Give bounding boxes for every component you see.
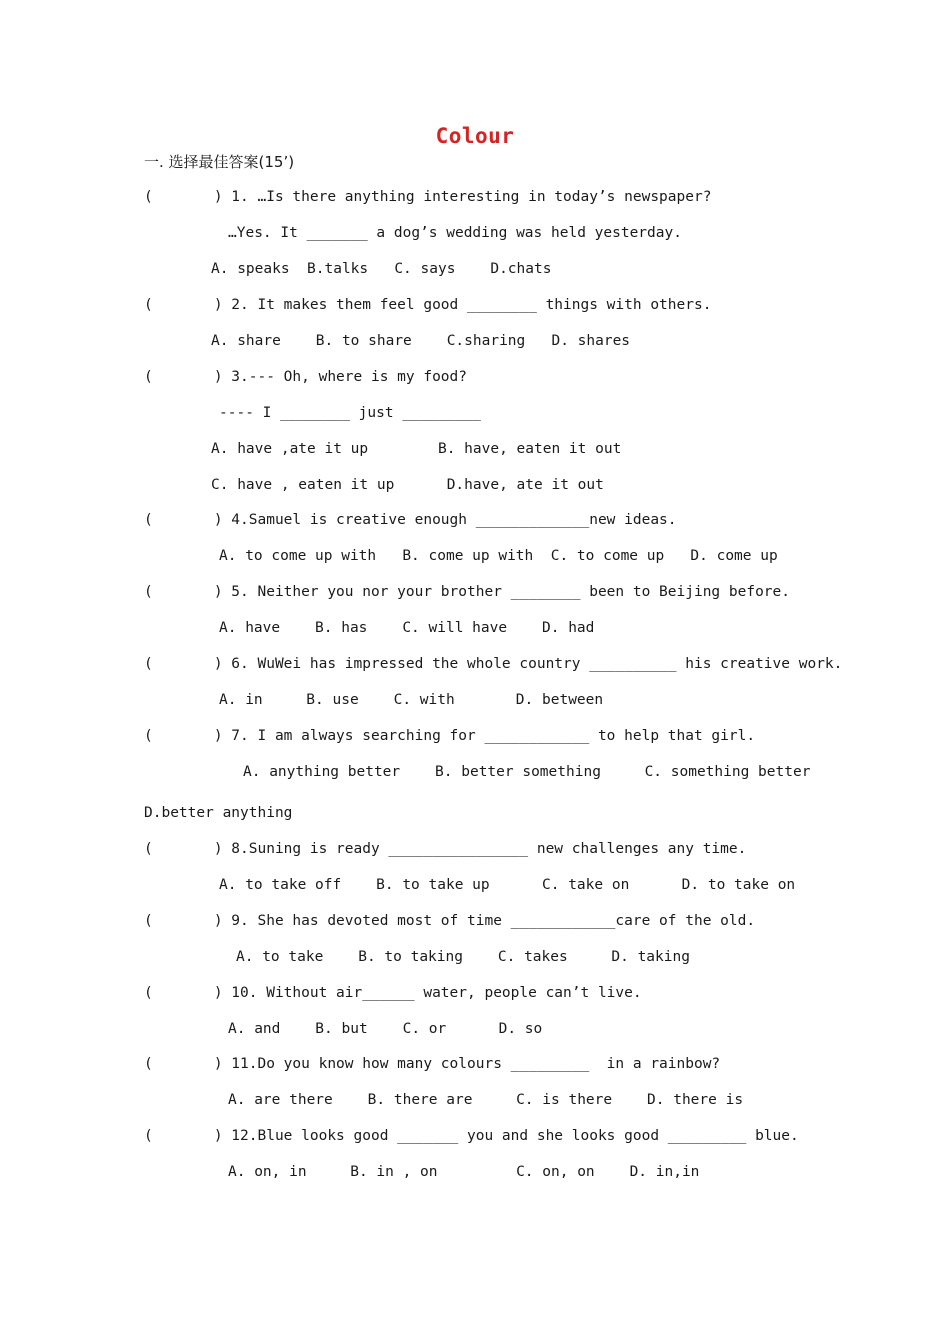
question-stem: ( ) 2. It makes them feel good ________ things with others. <box>144 297 712 313</box>
question-stem: ( ) 12.Blue looks good _______ you and she looks good _________ blue. <box>144 1128 799 1144</box>
question-line: ---- I ________ just _________ <box>219 405 481 421</box>
question-stem: ( ) 7. I am always searching for ____________ to help that girl. <box>144 728 756 744</box>
section-heading: 一. 选择最佳答案(15’) <box>144 153 295 171</box>
question-stem: ( ) 4.Samuel is creative enough _____________new ideas. <box>144 512 677 528</box>
answer-options: A. speaks B.talks C. says D.chats <box>211 261 552 277</box>
answer-options: A. to take off B. to take up C. take on D. to take on <box>219 877 796 893</box>
answer-options: A. and B. but C. or D. so <box>228 1021 543 1037</box>
answer-options: A. are there B. there are C. is there D. there is <box>228 1092 744 1108</box>
question-stem: ( ) 1. …Is there anything interesting in today’s newspaper? <box>144 189 712 205</box>
answer-options: A. to take B. to taking C. takes D. taking <box>236 949 690 965</box>
question-stem: ( ) 8.Suning is ready ________________ new challenges any time. <box>144 841 747 857</box>
answer-options: A. have B. has C. will have D. had <box>219 620 595 636</box>
answer-options: A. to come up with B. come up with C. to come up D. come up <box>219 548 778 564</box>
page-title: Colour <box>435 124 515 148</box>
answer-options: A. in B. use C. with D. between <box>219 692 604 708</box>
question-stem: ( ) 11.Do you know how many colours _________ in a rainbow? <box>144 1056 721 1072</box>
answer-options: A. have ,ate it up B. have, eaten it out <box>211 441 622 457</box>
question-stem: ( ) 5. Neither you nor your brother ________ been to Beijing before. <box>144 584 791 600</box>
question-line: …Yes. It _______ a dog’s wedding was held yesterday. <box>228 225 682 241</box>
answer-options: A. share B. to share C.sharing D. shares <box>211 333 631 349</box>
answer-options: A. anything better B. better something C. something better <box>243 764 811 780</box>
question-stem: ( ) 3.--- Oh, where is my food? <box>144 369 468 385</box>
question-stem: ( ) 10. Without air______ water, people can’t live. <box>144 985 642 1001</box>
answer-options: A. on, in B. in , on C. on, on D. in,in <box>228 1164 700 1180</box>
answer-options: C. have , eaten it up D.have, ate it out <box>211 477 604 493</box>
question-stem: ( ) 9. She has devoted most of time ____________care of the old. <box>144 913 756 929</box>
answer-options: D.better anything <box>144 805 293 821</box>
question-stem: ( ) 6. WuWei has impressed the whole country __________ his creative work. <box>144 656 843 672</box>
